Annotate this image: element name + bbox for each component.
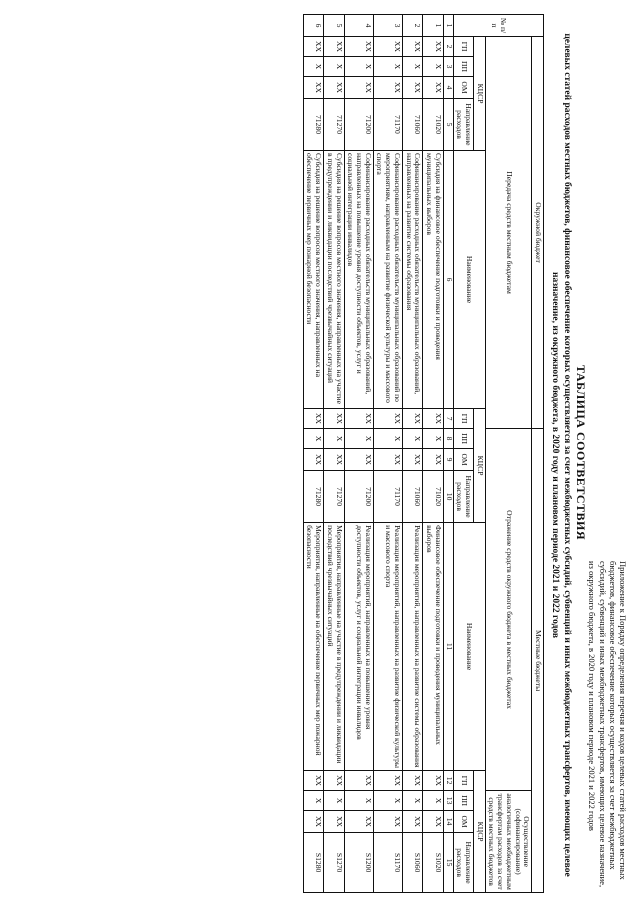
gp-code: XX [344, 771, 373, 791]
om-code: XX [303, 811, 323, 833]
header-pp-2: ПП [453, 429, 473, 449]
header-om-1: ОМ [453, 77, 473, 99]
header-mestnye-sub: Отражение средств окружного бюджета в местных бюджетах [485, 429, 532, 791]
pp-code: X [344, 57, 373, 77]
cofin-direction-code: S1020 [423, 833, 443, 893]
om-code: XX [324, 77, 344, 99]
header-gp-1: ГП [453, 37, 473, 57]
om-code: XX [373, 449, 402, 471]
column-index: 3 [443, 57, 453, 77]
column-index: 10 [443, 471, 453, 523]
header-napr-1: Направление расходов [453, 99, 473, 151]
table-body [303, 15, 443, 893]
pp-code: X [402, 57, 422, 77]
transfer-name: Субсидия на решение вопросов местного значения, направленных на обеспечение первичных мер пожарной безопасности [303, 151, 323, 409]
table-row [373, 15, 402, 893]
local-name: Мероприятия, направленные на участие в предупреждении и ликвидации последствий чрезвычайных ситуаций [324, 523, 344, 771]
row-number: 1 [423, 15, 443, 37]
column-index: 14 [443, 811, 453, 833]
gp-code: XX [303, 409, 323, 429]
cofin-direction-code: S1200 [344, 833, 373, 893]
row-number: 3 [373, 15, 402, 37]
column-index: 7 [443, 409, 453, 429]
direction-code: 71270 [324, 99, 344, 151]
column-index-row [443, 15, 453, 893]
table-row [344, 15, 373, 893]
direction-code: 71280 [303, 471, 323, 523]
direction-code: 71170 [373, 99, 402, 151]
cofin-direction-code: S1270 [324, 833, 344, 893]
header-om-3: ОМ [453, 811, 473, 833]
column-index: 8 [443, 429, 453, 449]
column-index: 2 [443, 37, 453, 57]
gp-code: XX [324, 409, 344, 429]
cofin-direction-code: S1280 [303, 833, 323, 893]
document-title: ТАБЛИЦА СООТВЕТСТВИЯ [574, 364, 588, 540]
pp-code: X [344, 791, 373, 811]
pp-code: X [423, 57, 443, 77]
header-napr-2: Направление расходов [453, 471, 473, 523]
om-code: XX [373, 811, 402, 833]
gp-code: XX [344, 37, 373, 57]
pp-code: X [423, 791, 443, 811]
table-row [303, 15, 323, 893]
gp-code: XX [303, 771, 323, 791]
column-index: 9 [443, 449, 453, 471]
transfer-name: Софинансирование расходных обязательств муниципальных образований по мероприятиям, направленным на развитие физической культуры и массового спорта [373, 151, 402, 409]
direction-code: 71020 [423, 99, 443, 151]
om-code: XX [303, 77, 323, 99]
gp-code: XX [402, 771, 422, 791]
direction-code: 71280 [303, 99, 323, 151]
pp-code: X [303, 57, 323, 77]
gp-code: XX [402, 409, 422, 429]
pp-code: X [303, 429, 323, 449]
transfer-name: Софинансирование расходных обязательств муниципальных образований, направленных на повышение уровня доступности объектов, услуг и социальной интеграции инвалидов [344, 151, 373, 409]
header-okrug-sub: Передача средств местным бюджетам [485, 37, 532, 429]
table-row [324, 15, 344, 893]
transfer-name: Субсидия на решение вопросов местного значения, направленных на участие в предупреждении и ликвидации последствий чрезвычайных ситуаций [324, 151, 344, 409]
om-code: XX [324, 449, 344, 471]
om-code: XX [344, 449, 373, 471]
row-number: 6 [303, 15, 323, 37]
direction-code: 71060 [402, 99, 422, 151]
column-index: 15 [443, 833, 453, 893]
om-code: XX [344, 77, 373, 99]
column-index: 4 [443, 77, 453, 99]
gp-code: XX [423, 37, 443, 57]
local-name: Реализация мероприятий, направленных на повышение уровня доступности объектов, услуг и социальной интеграции инвалидов [344, 523, 373, 771]
column-index: 6 [443, 151, 453, 409]
header-napr-3: Направление расходов [453, 833, 473, 893]
gp-code: XX [373, 409, 402, 429]
gp-code: XX [324, 37, 344, 57]
column-index: 1 [443, 15, 453, 37]
direction-code: 71170 [373, 471, 402, 523]
header-pp-3: ПП [453, 791, 473, 811]
pp-code: X [324, 791, 344, 811]
direction-code: 71200 [344, 471, 373, 523]
pp-code: X [373, 791, 402, 811]
header-name-2: Наименование [453, 523, 485, 771]
local-name: Финансовое обеспечение подготовки и проведения муниципальных выборов [423, 523, 443, 771]
header-kcsr-3: КЦСР [473, 771, 485, 893]
pp-code: X [324, 57, 344, 77]
direction-code: 71200 [344, 99, 373, 151]
table-row [402, 15, 422, 893]
document-subtitle: целевых статей расходов местных бюджетов, финансовое обеспечение которых осуществляется за счет межбюджетных субсидий, субвенций и иных межбюджетных трансфертов, имеющих целевое назначение, из окружного бюджета, в 2020 году и плановом периоде 2021 и 2022 годов [550, 33, 572, 877]
column-index: 12 [443, 771, 453, 791]
header-num: № п/п [453, 15, 543, 37]
om-code: XX [344, 811, 373, 833]
transfer-name: Субсидия на финансовое обеспечение подготовки и проведения муниципальных выборов [423, 151, 443, 409]
row-number: 4 [344, 15, 373, 37]
om-code: XX [423, 811, 443, 833]
direction-code: 71270 [324, 471, 344, 523]
om-code: XX [402, 449, 422, 471]
cofin-direction-code: S1060 [402, 833, 422, 893]
local-name: Мероприятия, направленные на обеспечение первичных мер пожарной безопасности [303, 523, 323, 771]
column-index: 5 [443, 99, 453, 151]
header-okrug: Окружной бюджет [532, 37, 544, 429]
cofin-direction-code: S1170 [373, 833, 402, 893]
om-code: XX [373, 77, 402, 99]
header-kcsr-2: КЦСР [473, 409, 485, 523]
direction-code: 71060 [402, 471, 422, 523]
gp-code: XX [324, 771, 344, 791]
gp-code: XX [402, 37, 422, 57]
header-pp-1: ПП [453, 57, 473, 77]
om-code: XX [423, 77, 443, 99]
pp-code: X [324, 429, 344, 449]
pp-code: X [402, 791, 422, 811]
pp-code: X [373, 429, 402, 449]
header-name-1: Наименование [453, 151, 485, 409]
header-om-2: ОМ [453, 449, 473, 471]
om-code: XX [402, 811, 422, 833]
transfer-name: Софинансирование расходных обязательств муниципальных образований, направленных на развитие системы образования [402, 151, 422, 409]
local-name: Реализация мероприятий, направленных на развитие системы образования [402, 523, 422, 771]
pp-code: X [344, 429, 373, 449]
direction-code: 71020 [423, 471, 443, 523]
om-code: XX [303, 449, 323, 471]
column-index: 13 [443, 791, 453, 811]
gp-code: XX [373, 771, 402, 791]
om-code: XX [324, 811, 344, 833]
pp-code: X [303, 791, 323, 811]
gp-code: XX [344, 409, 373, 429]
gp-code: XX [423, 409, 443, 429]
gp-code: XX [423, 771, 443, 791]
pp-code: X [423, 429, 443, 449]
gp-code: XX [373, 37, 402, 57]
header-gp-2: ГП [453, 409, 473, 429]
header-kcsr-1: КЦСР [473, 37, 485, 151]
column-index: 11 [443, 523, 453, 771]
om-code: XX [402, 77, 422, 99]
correspondence-table [303, 14, 544, 893]
gp-code: XX [303, 37, 323, 57]
pp-code: X [402, 429, 422, 449]
header-mestnye: Местные бюджеты [532, 429, 544, 893]
table-row [423, 15, 443, 893]
header-cofin: Осуществление (софинансирование) аналогичных межбюджетным трансфертам расходов за счет средств местных бюджетов [485, 791, 532, 893]
row-number: 2 [402, 15, 422, 37]
row-number: 5 [324, 15, 344, 37]
om-code: XX [423, 449, 443, 471]
appendix-note: Приложение к Порядку определения перечня и кодов целевых статей расходов местных бюджетов, финансовое обеспечение которых осуществляется за счет межбюджетных субсидий, субвенций и иных межбюджетных трансфертов, имеющих целевое назначение, из окружного бюджета, в 2020 году и плановом периоде 2021 и 2022 годов [587, 561, 628, 888]
pp-code: X [373, 57, 402, 77]
local-name: Реализация мероприятий, направленных на развитие физической культуры и массового спорта [373, 523, 402, 771]
header-gp-3: ГП [453, 771, 473, 791]
